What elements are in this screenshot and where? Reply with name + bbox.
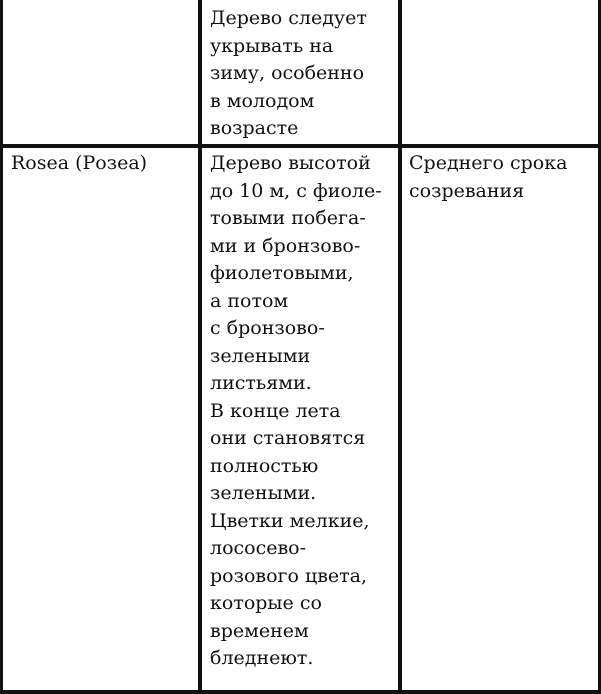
table-border-left xyxy=(0,0,3,694)
row-1-description: Дерево следует укрывать на зиму, особенно в молодом возрасте xyxy=(210,7,367,139)
row-divider xyxy=(0,144,601,148)
column-divider-1 xyxy=(198,0,202,694)
column-divider-2 xyxy=(398,0,402,694)
row-2-ripening: Среднего срока созревания xyxy=(409,152,568,202)
row-2-variety: Rosea (Розеа) xyxy=(11,152,148,174)
row-2-description: Дерево высотой до 10 м, с фиоле- товыми побега- ми и бронзово- фиолетовыми, а потом с бронзово- зелеными листьями. В конце лета они становятся полностью зелеными. Цветки мелкие, лососево- розового цвета, которые со временем бледнеют. xyxy=(210,152,382,669)
table-border-bottom xyxy=(0,690,601,694)
